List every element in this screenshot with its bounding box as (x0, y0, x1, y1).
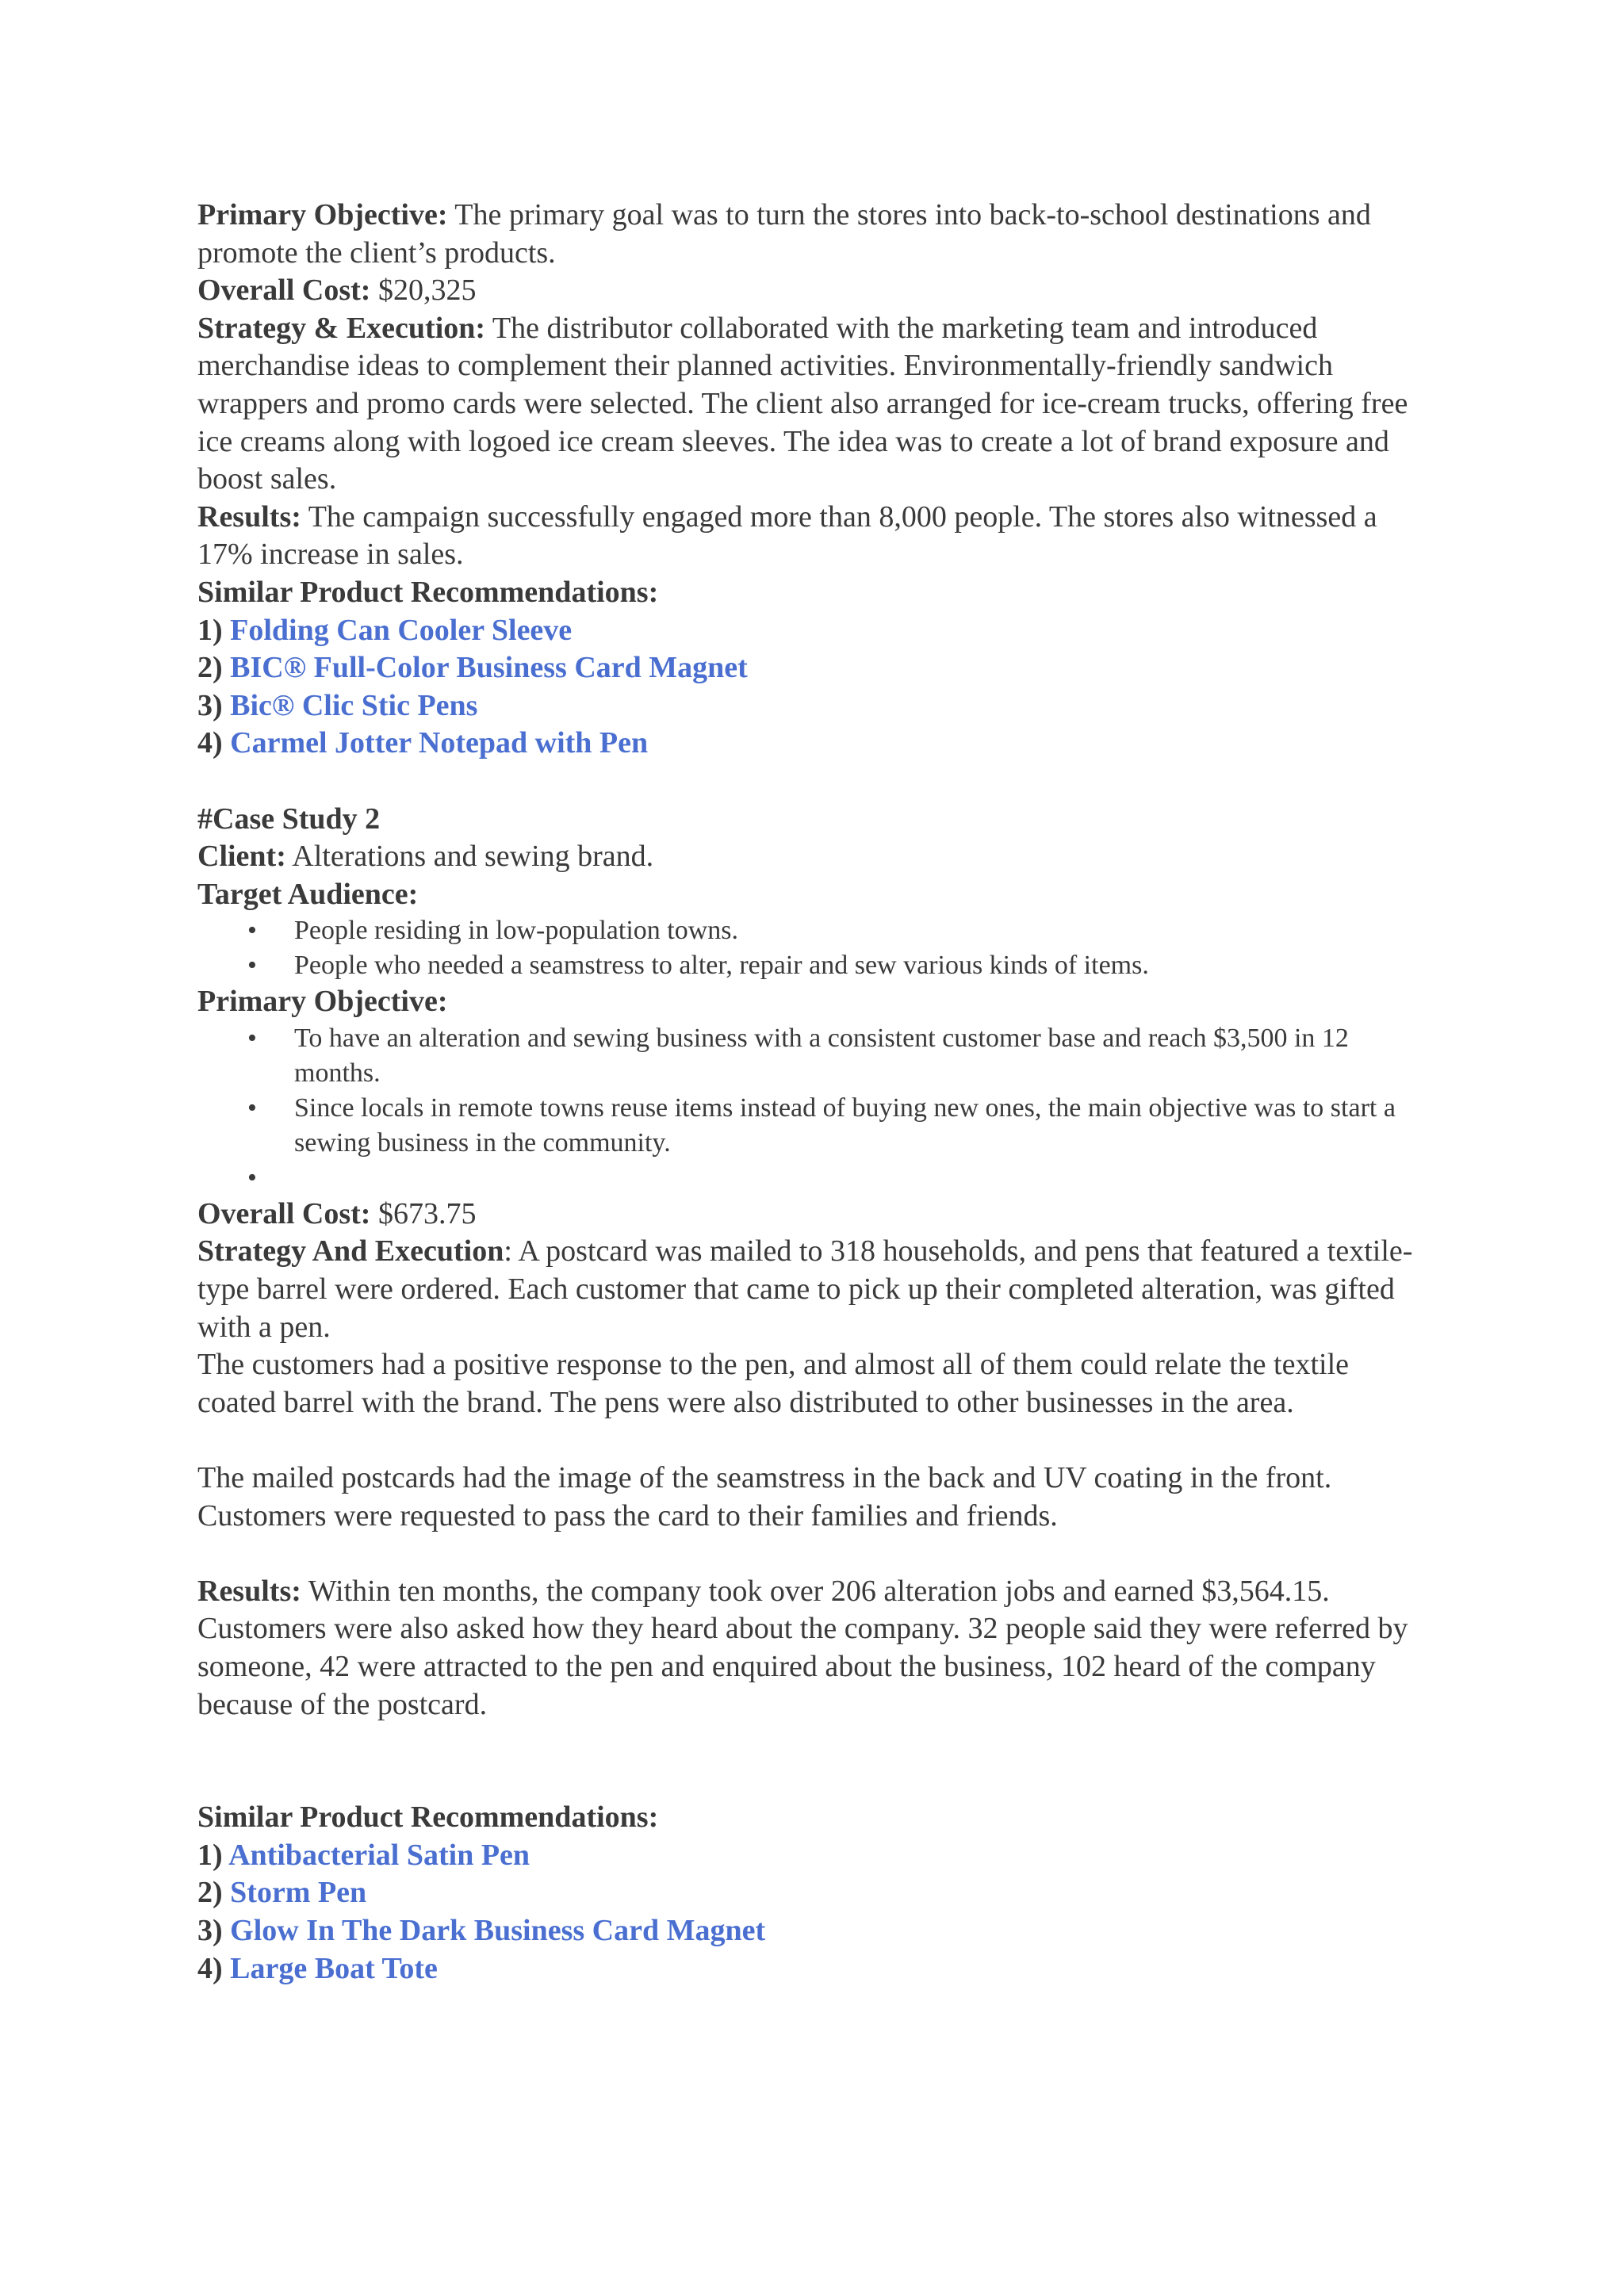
list-item: • To have an alteration and sewing business with a consistent customer base and reach $3,500 in 12 months. (197, 1021, 1434, 1091)
strategy-paragraph (197, 310, 1434, 499)
overall-cost-label: Overall Cost: (197, 274, 371, 308)
primary-objective-list (197, 1021, 1434, 1196)
overall-cost-value: $673.75 (370, 1196, 477, 1230)
client-text: Alterations and sewing brand. (285, 840, 654, 874)
client-paragraph (197, 838, 1434, 876)
strategy-label: Strategy & Execution: (197, 311, 486, 345)
primary-objective-text: The primary goal was to turn the stores into back-to-school destinations and promote the client’s products. (197, 198, 1371, 270)
results-label: Results: (197, 1574, 301, 1608)
document-content (197, 197, 1434, 1988)
recommendation-number: 4) (197, 1951, 231, 1985)
primary-objective-paragraph (197, 197, 1434, 272)
recommendation-number: 2) (197, 651, 231, 685)
recommendation-item (197, 1912, 1434, 1950)
product-link[interactable]: Bic® Clic Stic Pens (230, 688, 478, 722)
client-label: Client: (197, 840, 286, 874)
recommendation-number: 4) (197, 726, 231, 760)
spacer (197, 763, 1434, 801)
strategy-label: Strategy And Execution (197, 1234, 504, 1269)
recommendation-number: 1) (197, 613, 231, 647)
case-study-heading: #Case Study 2 (197, 802, 381, 836)
product-link[interactable]: Carmel Jotter Notepad with Pen (230, 726, 649, 760)
recommendation-number: 2) (197, 1876, 231, 1910)
product-link[interactable]: Antibacterial Satin Pen (228, 1838, 530, 1872)
list-item: • People residing in low-population towns. (197, 913, 1434, 948)
results-paragraph (197, 499, 1434, 574)
recommendation-number: 3) (197, 688, 231, 722)
list-item: • People who needed a seamstress to alter, repair and sew various kinds of items. (197, 948, 1434, 983)
product-link[interactable]: Folding Can Cooler Sleeve (230, 613, 573, 647)
recommendation-number: 3) (197, 1913, 231, 1947)
results-paragraph (197, 1573, 1434, 1724)
product-link[interactable]: Large Boat Tote (230, 1951, 438, 1985)
primary-objective-label: Primary Objective: (197, 198, 448, 232)
recommendation-item (197, 687, 1434, 725)
recommendation-item (197, 649, 1434, 687)
target-audience-list (197, 913, 1434, 983)
recommendation-item (197, 1837, 1434, 1875)
recommendation-item (197, 725, 1434, 763)
recommendations-heading: Similar Product Recommendations: (197, 1800, 659, 1835)
strategy-paragraph (197, 1233, 1434, 1346)
product-link[interactable]: BIC® Full-Color Business Card Magnet (230, 651, 748, 685)
overall-cost-paragraph (197, 1196, 1434, 1234)
recommendations-heading: Similar Product Recommendations: (197, 575, 659, 609)
results-text: The campaign successfully engaged more than 8,000 people. The stores also witnessed a 17% increase in sales. (197, 499, 1377, 572)
overall-cost-value: $20,325 (370, 274, 477, 308)
recommendation-item (197, 1874, 1434, 1912)
product-link[interactable]: Glow In The Dark Business Card Magnet (230, 1913, 766, 1947)
product-link[interactable]: Storm Pen (230, 1876, 367, 1910)
spacer (197, 1724, 1434, 1799)
overall-cost-label: Overall Cost: (197, 1196, 371, 1230)
spacer (197, 1535, 1434, 1573)
postcards-paragraph: The mailed postcards had the image of the seamstress in the back and UV coating in the front. Customers were requested to pass the card to their families and friends. (197, 1461, 1332, 1533)
strategy-text: The distributor collaborated with the marketing team and introduced merchandise ideas to complement their planned activities. Environmentally-friendly sandwich wrappers and promo cards were selected. The client also arranged for ice-cream trucks, offering free ice creams along with logoed ice cream sleeves. The idea was to create a lot of brand exposure and boost sales. (197, 311, 1408, 496)
results-label: Results: (197, 499, 301, 534)
spacer (197, 1422, 1434, 1460)
recommendation-item (197, 612, 1434, 650)
strategy-text: : A postcard was mailed to 318 households, and pens that featured a textile-type barrel were ordered. Each customer that came to pick up their completed alteration, was gifted with a pen. (197, 1234, 1413, 1344)
recommendation-number: 1) (197, 1838, 229, 1872)
results-text: Within ten months, the company took over 206 alteration jobs and earned $3,564.15. Customers were also asked how they heard about the company. 32 people said they were referred by someone, 42 were attracted to the pen and enquired about the business, 102 heard of the company because of the postcard. (197, 1574, 1408, 1721)
recommendation-item (197, 1950, 1434, 1988)
overall-cost-paragraph (197, 272, 1434, 310)
primary-objective-label: Primary Objective: (197, 985, 448, 1019)
target-audience-label: Target Audience: (197, 877, 419, 911)
empty-list-item (197, 1161, 1434, 1196)
customers-paragraph: The customers had a positive response to the pen, and almost all of them could relate the textile coated barrel with the brand. The pens were also distributed to other businesses in the area. (197, 1348, 1350, 1419)
list-item: • Since locals in remote towns reuse items instead of buying new ones, the main objective was to start a sewing business in the community. (197, 1091, 1434, 1161)
